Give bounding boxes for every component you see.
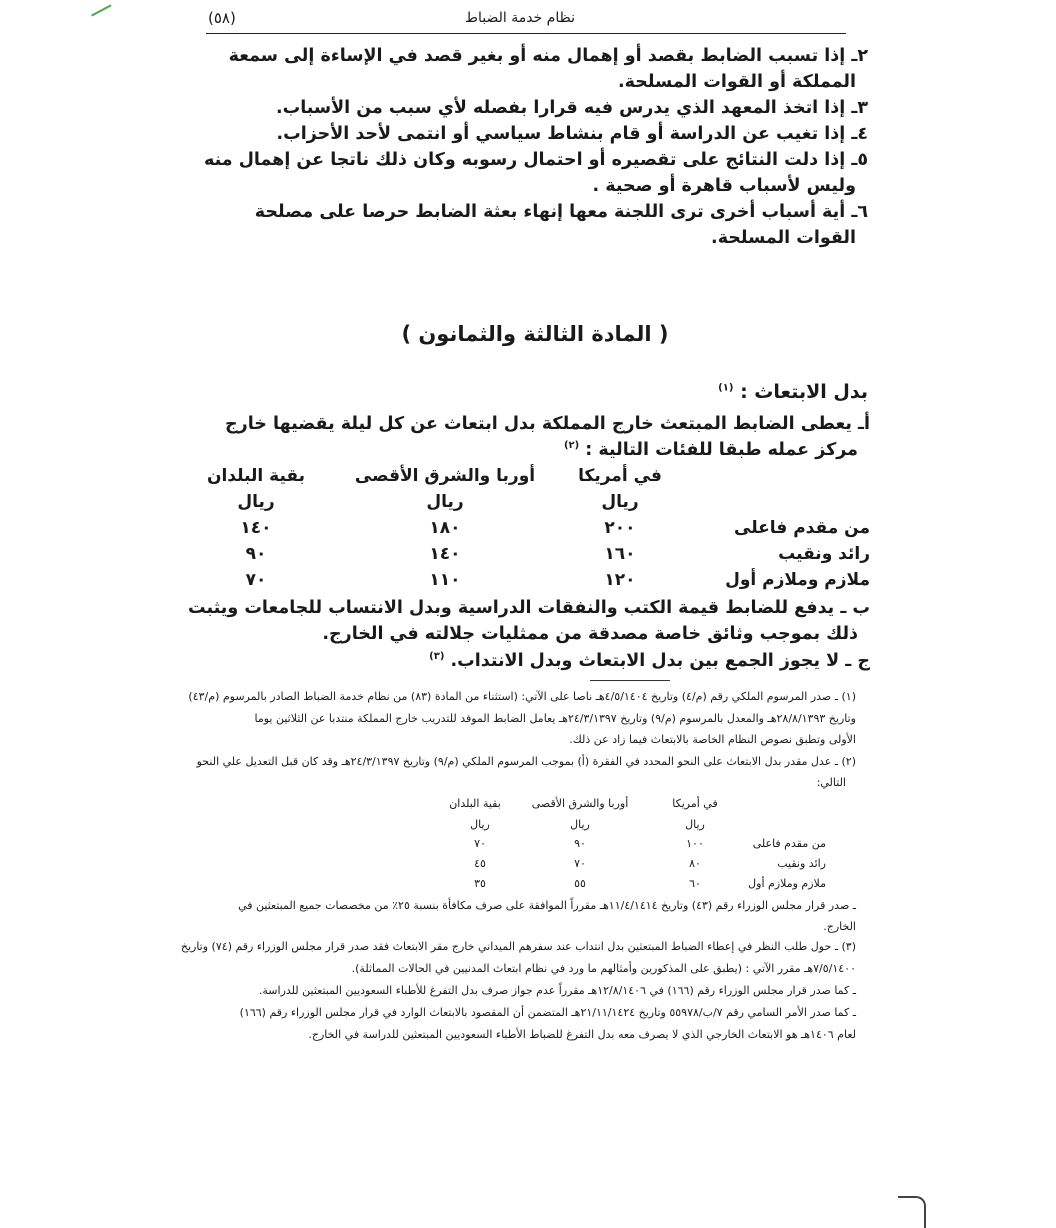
- fn-unit-europe: ريال: [570, 818, 590, 831]
- fn-cell-2-america: ٨٠: [689, 857, 701, 870]
- rank-row-1: من مقدم فاعلى: [734, 518, 870, 538]
- section-title-text: بدل الابتعاث :: [740, 381, 868, 403]
- clause-5-line-2: وليس لأسباب قاهرة أو صحية .: [592, 176, 856, 196]
- fn-cell-1-europe: ٩٠: [574, 837, 586, 850]
- unit-europe: ريال: [426, 492, 464, 512]
- article-heading: ( المادة الثالثة والثمانون ): [401, 322, 669, 346]
- fn-col-header-america: في أمريكا: [672, 797, 718, 810]
- clause-4: ٤ـ إذا تغيب عن الدراسة أو قام بنشاط سياسي أو انتمى لأحد الأحزاب.: [276, 124, 868, 144]
- cell-3-america: ١٢٠: [604, 570, 636, 590]
- footnote-1-line-2: وتاريخ ٢٨/٨/١٣٩٣هـ والمعدل بالمرسوم (م/٩) وتاريخ ٢٤/٣/١٣٩٧هـ يعامل الضابط الموفد للتدريب خارج المملكة منتدبا عن الثلاثين يوما: [254, 712, 856, 725]
- cell-3-others: ٧٠: [245, 570, 267, 590]
- para-a-line-2-text: مركز عمله طبقا للفئات التالية :: [585, 440, 858, 460]
- header-rule: [206, 33, 846, 34]
- footnote-ref-2: (٢): [563, 440, 580, 452]
- footnote-ref-1: (١): [718, 382, 734, 394]
- fn-cell-1-america: ١٠٠: [686, 837, 704, 850]
- fn-rank-row-1: من مقدم فاعلى: [752, 837, 826, 850]
- page-number: (٥٨): [208, 9, 236, 27]
- footnote-2-note-line-2: الخارج.: [823, 920, 856, 933]
- col-header-europe: أوربا والشرق الأقصى: [354, 466, 536, 486]
- fn-unit-others: ريال: [470, 818, 490, 831]
- para-b-line-1: ب ـ يدفع للضابط قيمة الكتب والنفقات الدراسية وبدل الانتساب للجامعات ويثبت: [187, 598, 870, 618]
- cell-2-america: ١٦٠: [604, 544, 636, 564]
- fn-col-header-others: بقية البلدان: [449, 797, 501, 810]
- unit-america: ريال: [601, 492, 639, 512]
- fn-cell-1-others: ٧٠: [474, 837, 486, 850]
- clause-3: ٣ـ إذا اتخذ المعهد الذي يدرس فيه قرارا بفصله لأي سبب من الأسباب.: [275, 98, 868, 118]
- footnote-2-line-1: (٢) ـ عدل مقدر بدل الابتعاث على النحو المحدد في الفقرة (أ) بموجب المرسوم الملكي (م/٩) وتاريخ ٢٤/٣/١٣٩٧هـ وقد كان قبل التعديل علي النحو: [196, 755, 856, 768]
- cell-1-america: ٢٠٠: [604, 518, 636, 538]
- fn-cell-2-others: ٤٥: [474, 857, 486, 870]
- clause-6-line-1: ٦ـ أية أسباب أخرى ترى اللجنة معها إنهاء بعثة الضابط حرصا على مصلحة: [254, 202, 868, 222]
- footnote-3-line-2: ٧/٥/١٤٠٠هـ مقرر الآتي : (يطبق على المذكورين وأمثالهم ما ورد في نظام ابتعاث المدنيين في الحالات المماثلة).: [351, 962, 856, 975]
- footnote-3-line-1: (٣) ـ حول طلب النظر في إعطاء الضباط المبتعثين بدل انتداب عند سفرهم الميداني خارج مقر الابتعاث فقد صدر قرار مجلس الوزراء رقم (٧٤) وتاريخ: [180, 940, 856, 953]
- fn-cell-3-america: ٦٠: [689, 877, 701, 890]
- running-header-title: نظام خدمة الضباط: [465, 10, 575, 26]
- para-c: [429, 651, 870, 671]
- fn-cell-3-europe: ٥٥: [574, 877, 586, 890]
- footnote-2-line-2: التالي:: [816, 776, 846, 789]
- fn-unit-america: ريال: [685, 818, 705, 831]
- fn-rank-row-3: ملازم وملازم أول: [748, 877, 826, 890]
- fn-rank-row-2: رائد ونقيب: [777, 857, 826, 870]
- para-c-text: ج ـ لا يجوز الجمع بين بدل الابتعاث وبدل الانتداب.: [450, 651, 870, 671]
- clause-2-line-2: المملكة أو القوات المسلحة.: [618, 72, 856, 92]
- footnote-ref-3: (٣): [429, 651, 445, 663]
- fn-col-header-europe: أوربا والشرق الأقصى: [531, 797, 629, 810]
- underline-mark: [590, 680, 670, 681]
- clause-2-line-1: ٢ـ إذا تسبب الضابط بقصد أو إهمال منه أو بغير قصد في الإساءة إلى سمعة: [228, 46, 868, 66]
- section-title: [718, 381, 868, 403]
- footnote-1-line-1: (١) ـ صدر المرسوم الملكي رقم (م/٤) وتاريخ ٤/٥/١٤٠٤هـ ناصا على الآتي: (استثناء من المادة (٨٣) من نظام خدمة الضباط الصادر بالمرسوم (م/٤٣): [188, 690, 856, 703]
- cell-3-europe: ١١٠: [429, 570, 461, 590]
- para-a-line-1: أـ يعطى الضابط المبتعث خارج المملكة بدل ابتعاث عن كل ليلة يقضيها خارج: [225, 414, 870, 434]
- unit-others: ريال: [237, 492, 275, 512]
- rank-row-3: ملازم وملازم أول: [725, 570, 870, 590]
- footnote-2-note-line-1: ـ صدر قرار مجلس الوزراء رقم (٤٣) وتاريخ ١١/٤/١٤١٤هـ مقرراً الموافقة على صرف مكافأة بنسبة ٢٥٪ من مخصصات جميع المبتعثين في: [238, 899, 856, 912]
- fn-cell-2-europe: ٧٠: [574, 857, 586, 870]
- clause-6-line-2: القوات المسلحة.: [711, 228, 856, 248]
- cell-1-europe: ١٨٠: [429, 518, 461, 538]
- page-corner-mark: [898, 1196, 926, 1228]
- fn-cell-3-others: ٣٥: [474, 877, 486, 890]
- clause-5-line-1: ٥ـ إذا دلت النتائج على تقصيره أو احتمال رسوبه وكان ذلك ناتجا عن إهمال منه: [204, 150, 868, 170]
- footnote-3-line-5: لعام ١٤٠٦هـ هو الابتعاث الخارجي الذي لا يصرف معه بدل التفرغ للضباط الأطباء السعوديين المبتعثين للدراسة في الخارج.: [308, 1028, 856, 1041]
- footnote-3-line-4: ـ كما صدر الأمر السامي رقم ٧/ب/٥٥٩٧٨ وتاريخ ٢١/١١/١٤٢٤هـ المتضمن أن المقصود بالابتعاث الوارد في قرار مجلس الوزراء رقم (١٦٦): [239, 1006, 856, 1019]
- para-a-line-2: [564, 440, 858, 460]
- col-header-others: بقية البلدان: [206, 466, 306, 486]
- cell-2-europe: ١٤٠: [429, 544, 461, 564]
- para-b-line-2: ذلك بموجب وثائق خاصة مصدقة من ممثليات جلالته في الخارج.: [322, 624, 858, 644]
- footnote-1-line-3: الأولى وتطبق نصوص النظام الخاصة بالابتعاث فيما زاد عن ذلك.: [569, 733, 856, 746]
- rank-row-2: رائد ونقيب: [778, 544, 870, 564]
- green-pen-mark: [86, 0, 111, 16]
- footnote-3-line-3: ـ كما صدر قرار مجلس الوزراء رقم (١٦٦) في ١٢/٨/١٤٠٦هـ مقرراً عدم جواز صرف بدل التفرغ للأطباء السعوديين المبتعثين للدراسة.: [258, 984, 856, 997]
- cell-2-others: ٩٠: [245, 544, 267, 564]
- col-header-america: في أمريكا: [578, 466, 662, 486]
- cell-1-others: ١٤٠: [240, 518, 272, 538]
